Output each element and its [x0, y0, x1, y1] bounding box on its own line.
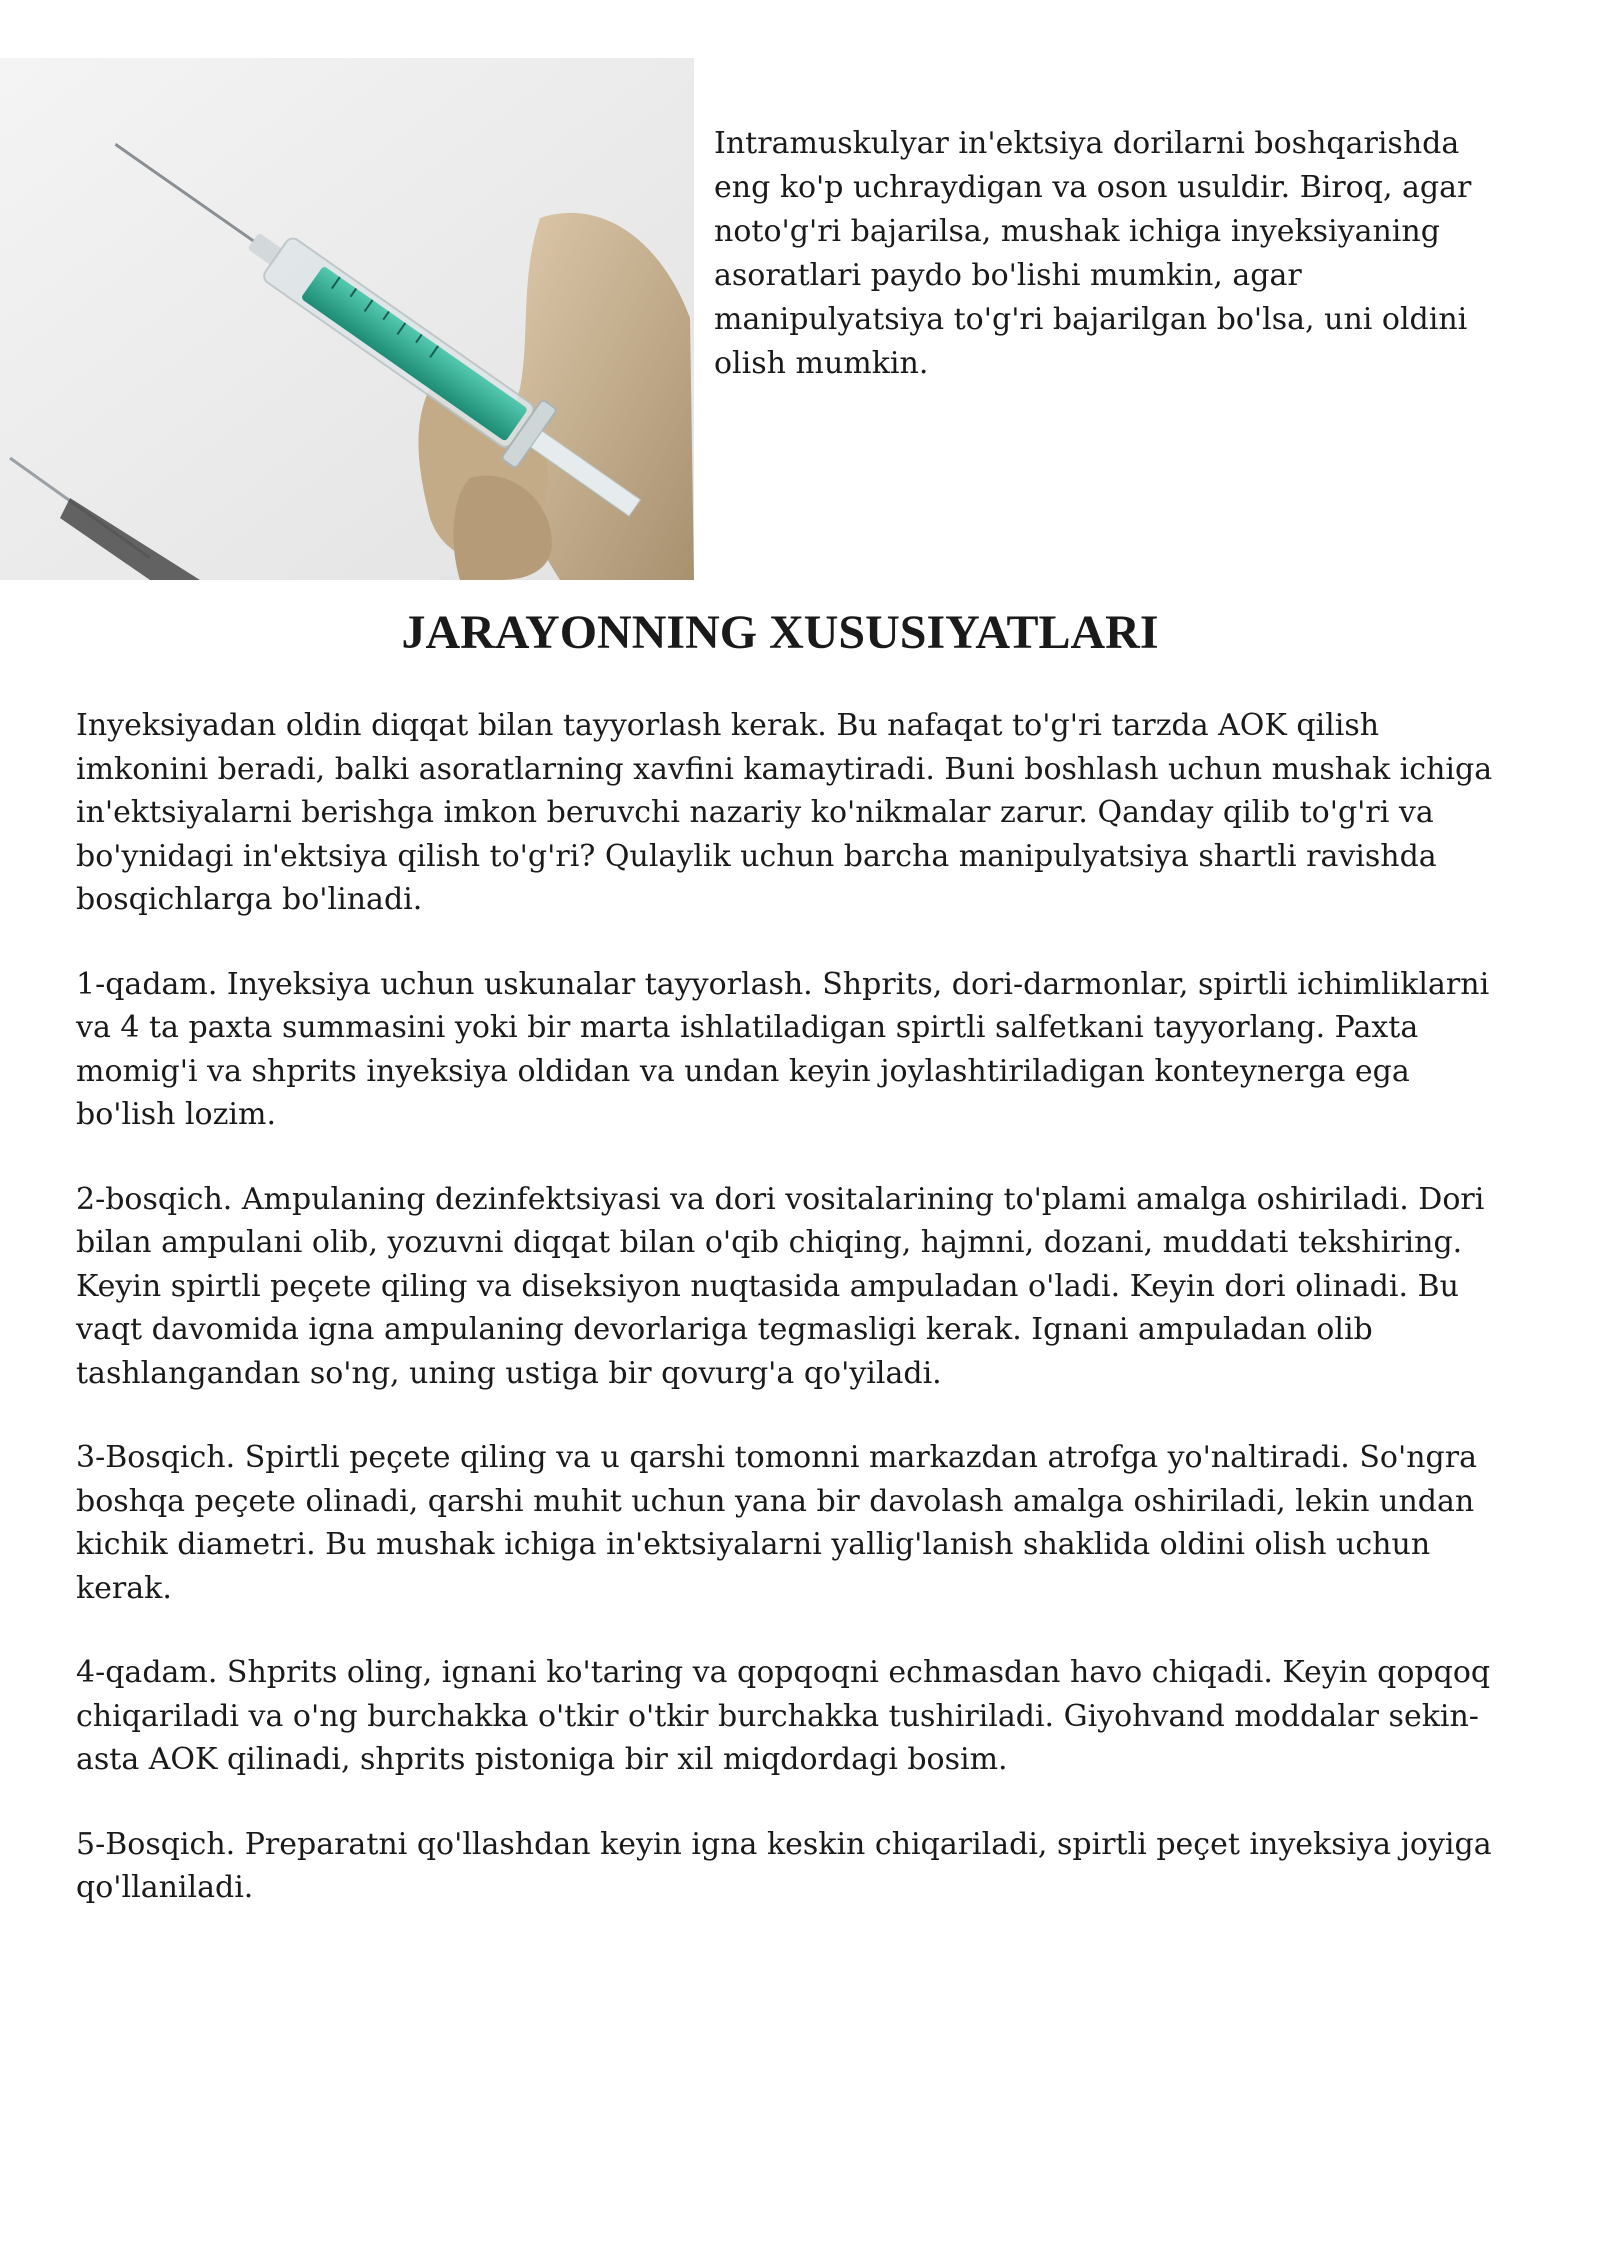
paragraph-intro: Inyeksiyadan oldin diqqat bilan tayyorlash kerak. Bu nafaqat to'g'ri tarzda AOK qilish imkonini beradi, balki asoratlarning xavfini kamaytiradi. Buni boshlash uchun mushak ichiga in'ektsiyalarni berishga imkon beruvchi nazariy ko'nikmalar zarur. Qanday qilib to'g'ri va bo'ynidagi in'ektsiya qilish to'g'ri? Qulaylik uchun barcha manipulyatsiya shartli ravishda bosqichlarga bo'linadi.	[76, 708, 1493, 917]
intro-paragraph: Intramuskulyar in'ektsiya dorilarni boshqarishda eng ko'p uchraydigan va oson usuldir. Biroq, agar noto'g'ri bajarilsa, mushak ichiga inyeksiyaning asoratlari paydo bo'lishi mumkin, agar manipulyatsiya to'g'ri bajarilgan bo'lsa, uni oldini olish mumkin.	[714, 126, 1472, 381]
paragraph-step-4: 4-qadam. Shprits oling, ignani ko'taring va qopqoqni echmasdan havo chiqadi. Keyin qopqoq chiqariladi va o'ng burchakka o'tkir o'tkir burchakka tushiriladi. Giyohvand moddalar sekin-asta AOK qilinadi, shprits pistoniga bir xil miqdordagi bosim.	[76, 1655, 1491, 1777]
paragraph-step-5: 5-Bosqich. Preparatni qo'llashdan keyin igna keskin chiqariladi, spirtli peçet inyeksiya joyiga qo'llaniladi.	[76, 1826, 1492, 1905]
paragraph-step-3: 3-Bosqich. Spirtli peçete qiling va u qarshi tomonni markazdan atrofga yo'naltiradi. So'ngra boshqa peçete olinadi, qarshi muhit uchun yana bir davolash amalga oshiriladi, lekin undan kichik diametri. Bu mushak ichiga in'ektsiyalarni yallig'lanish shaklida oldini olish uchun kerak.	[76, 1440, 1477, 1606]
syringe-photo	[0, 58, 694, 580]
section-heading: JARAYONNING XUSUSIYATLARI	[401, 606, 1159, 659]
body-text	[76, 704, 1496, 1951]
syringe-illustration	[0, 58, 694, 580]
paragraph-step-1: 1-qadam. Inyeksiya uchun uskunalar tayyorlash. Shprits, dori-darmonlar, spirtli ichimliklarni va 4 ta paxta summasini yoki bir marta ishlatiladigan spirtli salfetkani tayyorlang. Paxta momig'i va shprits inyeksiya oldidan va undan keyin joylashtiriladigan konteynerga ega bo'lish lozim.	[76, 966, 1490, 1132]
paragraph-step-2: 2-bosqich. Ampulaning dezinfektsiyasi va dori vositalarining to'plami amalga oshiriladi. Dori bilan ampulani olib, yozuvni diqqat bilan o'qib chiqing, hajmni, dozani, muddati tekshiring. Keyin spirtli peçete qiling va diseksiyon nuqtasida ampuladan o'ladi. Keyin dori olinadi. Bu vaqt davomida igna ampulaning devorlariga tegmasligi kerak. Ignani ampuladan olib tashlangandan so'ng, uning ustiga bir qovurg'a qo'yiladi.	[76, 1181, 1485, 1391]
